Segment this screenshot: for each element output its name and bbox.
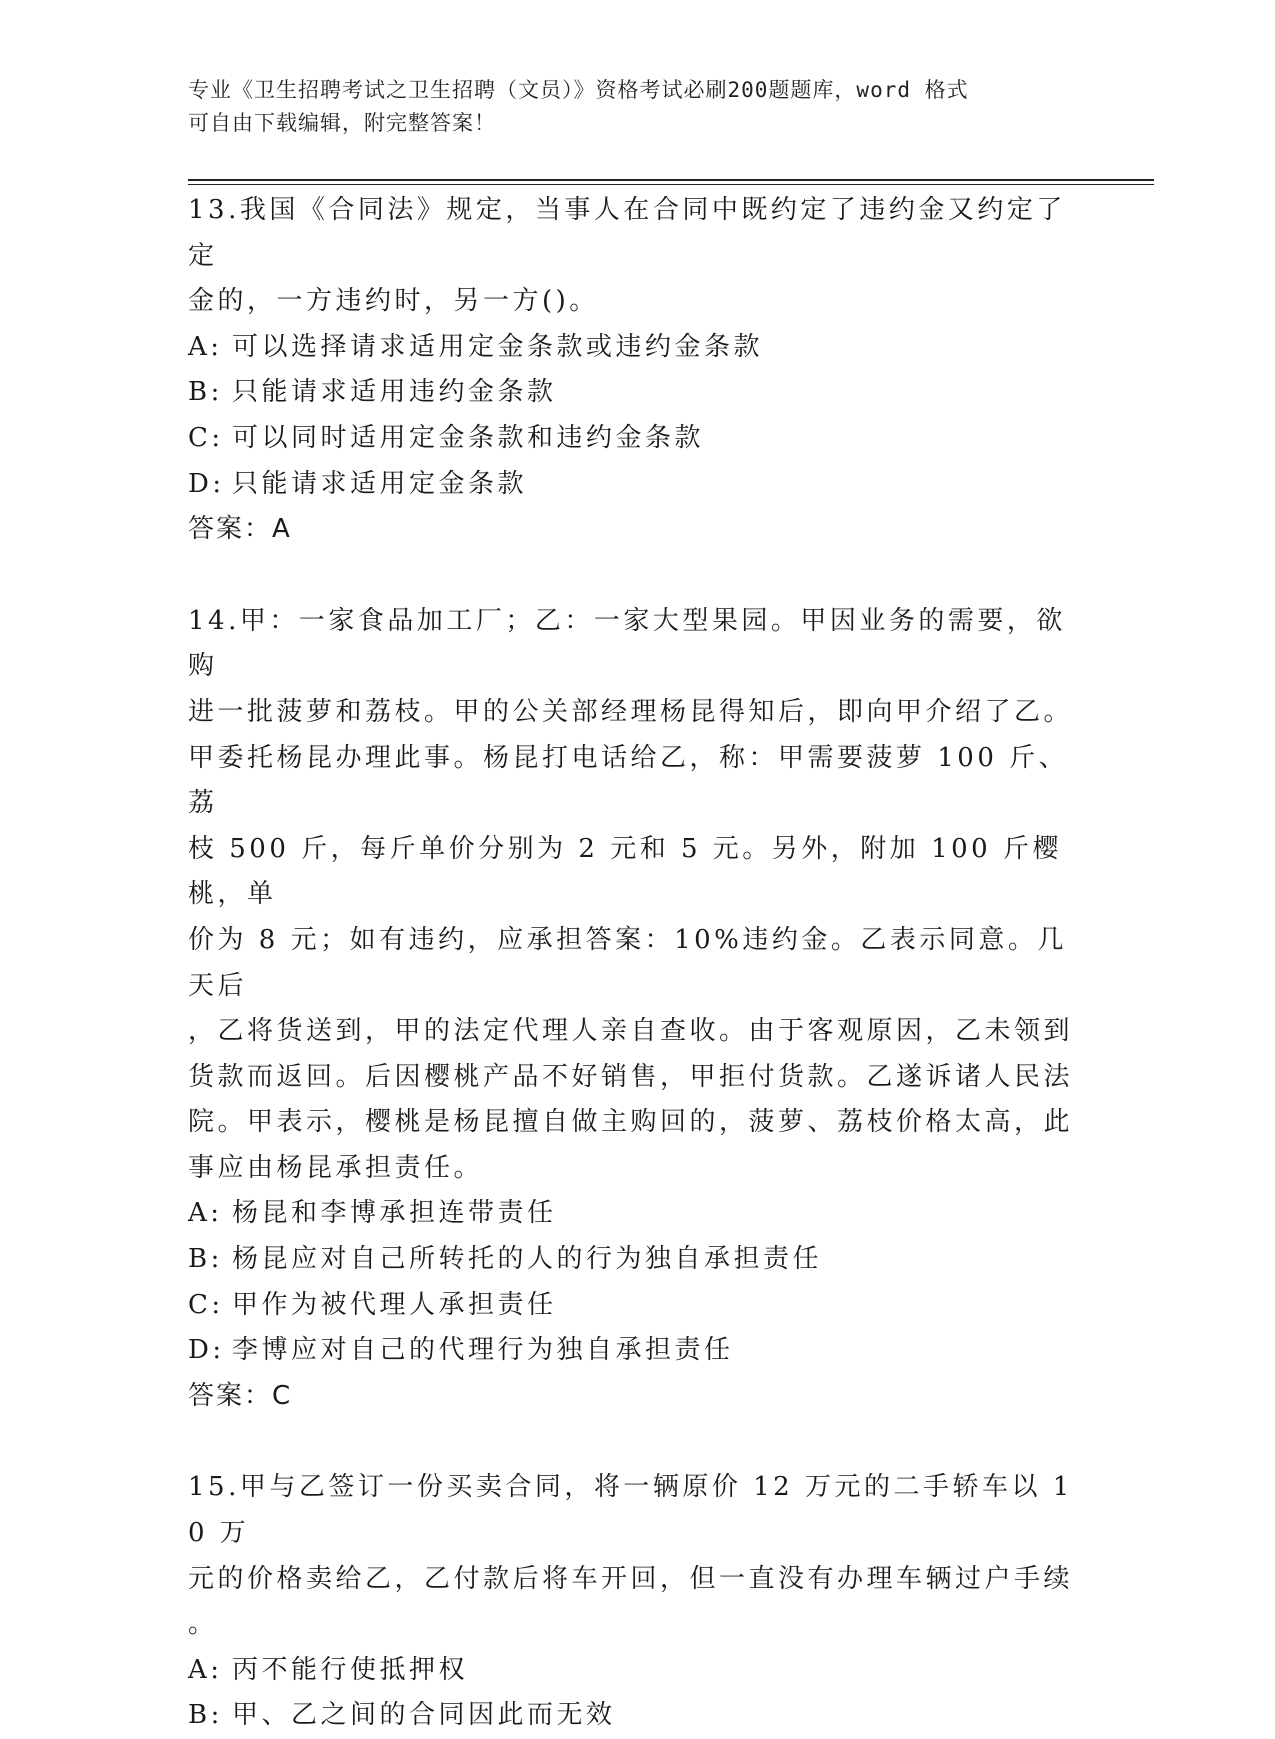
option-text: 可以同时适用定金条款和违约金条款	[232, 422, 705, 453]
header-divider-thin	[188, 184, 1154, 185]
question-15-stem-line-2: 元的价格卖给乙，乙付款后将车开回，但一直没有办理车辆过户手续	[188, 1563, 1074, 1594]
question-14	[188, 599, 1088, 1420]
option-text: 杨昆和李博承担连带责任	[232, 1198, 557, 1229]
question-14-stem-line-5: 价为 8 元；如有违约，应承担答案：10%违约金。乙表示同意。几天后	[188, 924, 1067, 1001]
option-letter: C:	[188, 422, 224, 453]
document-header	[188, 74, 1068, 140]
header-line-2: 可自由下载编辑，附完整答案！	[188, 111, 496, 135]
question-spacer	[188, 553, 1088, 599]
question-14-answer: 答案：C	[188, 1380, 293, 1411]
question-14-stem-line-1: 14.甲：一家食品加工厂；乙：一家大型果园。甲因业务的需要，欲购	[188, 605, 1066, 682]
question-14-stem-line-8: 院。甲表示，樱桃是杨昆擅自做主购回的，菠萝、荔枝价格太高，此	[188, 1107, 1074, 1138]
question-13-option-b	[188, 370, 1088, 416]
option-letter: B:	[188, 1700, 223, 1731]
question-14-stem-line-9: 事应由杨昆承担责任。	[188, 1152, 484, 1183]
option-text: 可以选择请求适用定金条款或违约金条款	[232, 331, 764, 362]
question-14-stem-line-7: 货款而返回。后因樱桃产品不好销售，甲拒付货款。乙遂诉诸人民法	[188, 1061, 1074, 1092]
option-text: 只能请求适用定金条款	[232, 468, 528, 499]
question-14-option-c	[188, 1283, 1088, 1329]
option-letter: C:	[188, 1289, 224, 1320]
question-13-stem-line-1: 13.我国《合同法》规定，当事人在合同中既约定了违约金又约定了定	[188, 195, 1066, 271]
question-spacer	[188, 1419, 1088, 1465]
question-list	[188, 188, 1088, 1739]
option-text: 甲作为被代理人承担责任	[232, 1289, 557, 1320]
question-13-answer: 答案：A	[188, 514, 292, 545]
question-15	[188, 1465, 1088, 1739]
question-15-option-a	[188, 1648, 1088, 1694]
question-14-stem-line-4: 枝 500 斤，每斤单价分别为 2 元和 5 元。另外，附加 100 斤樱桃，单	[188, 833, 1062, 910]
question-15-stem-line-1: 15.甲与乙签订一份买卖合同，将一辆原价 12 万元的二手轿车以 10 万	[188, 1472, 1073, 1549]
option-text: 甲、乙之间的合同因此而无效	[232, 1700, 616, 1731]
question-14-option-b	[188, 1237, 1088, 1283]
question-13-option-a	[188, 325, 1088, 371]
option-letter: A:	[188, 331, 223, 362]
question-13-option-c	[188, 416, 1088, 462]
option-letter: D:	[188, 468, 225, 499]
option-text: 杨昆应对自己所转托的人的行为独自承担责任	[232, 1244, 823, 1275]
option-text: 只能请求适用违约金条款	[232, 377, 557, 408]
option-letter: D:	[188, 1335, 225, 1366]
option-text: 李博应对自己的代理行为独自承担责任	[232, 1335, 734, 1366]
option-letter: A:	[188, 1654, 223, 1685]
question-13	[188, 188, 1088, 553]
question-15-stem-line-3: 。	[188, 1609, 218, 1640]
question-13-stem-line-2: 金的，一方违约时，另一方()。	[188, 286, 599, 317]
option-letter: A:	[188, 1198, 223, 1229]
header-line-1: 专业《卫生招聘考试之卫生招聘（文员）》资格考试必刷200题题库，word 格式	[188, 78, 969, 102]
question-14-stem-line-2: 进一批菠萝和荔枝。甲的公关部经理杨昆得知后，即向甲介绍了乙。	[188, 696, 1074, 727]
option-letter: B:	[188, 377, 223, 408]
option-text: 丙不能行使抵押权	[232, 1654, 469, 1685]
header-divider-thick	[188, 179, 1154, 181]
option-letter: B:	[188, 1244, 223, 1275]
question-14-stem-line-6: ，乙将货送到，甲的法定代理人亲自查收。由于客观原因，乙未领到	[188, 1016, 1074, 1047]
question-14-option-d	[188, 1328, 1088, 1374]
question-15-option-b	[188, 1693, 1088, 1739]
question-14-option-a	[188, 1191, 1088, 1237]
question-14-stem-line-3: 甲委托杨昆办理此事。杨昆打电话给乙，称：甲需要菠萝 100 斤、荔	[188, 742, 1069, 819]
question-13-option-d	[188, 462, 1088, 508]
